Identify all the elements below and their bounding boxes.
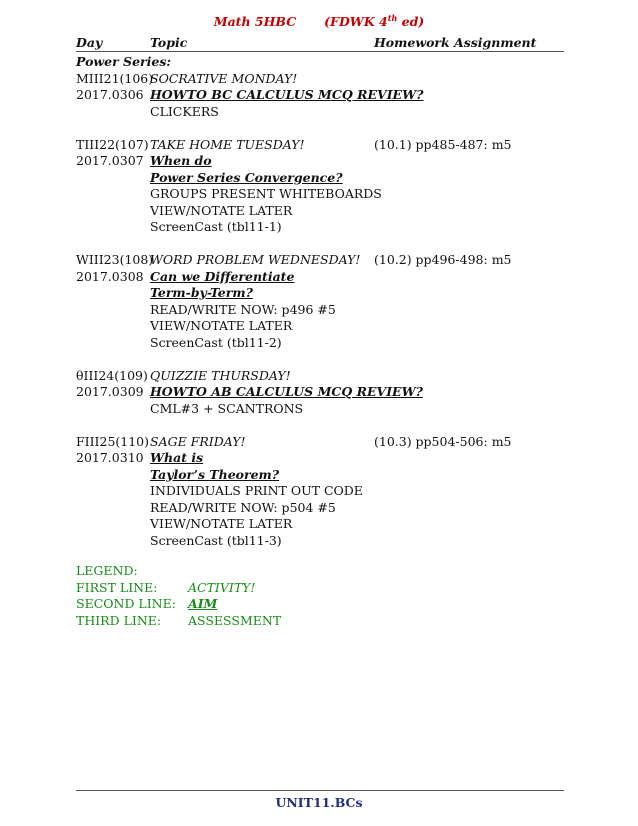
legend-title: LEGEND: <box>76 563 138 578</box>
day-date: 2017.0310 <box>76 450 144 465</box>
schedule-row <box>76 533 564 550</box>
assessment-line: CML#3 + SCANTRONS <box>150 400 304 416</box>
schedule-row <box>76 269 564 286</box>
assessment-line: CLICKERS <box>150 103 219 119</box>
schedule-row <box>76 401 564 418</box>
section-title: Power Series: <box>76 54 171 69</box>
schedule-row <box>76 450 564 467</box>
day-code: MIII21(106) <box>76 70 154 86</box>
schedule-row <box>76 483 564 500</box>
day-code: WIII23(108) <box>76 252 154 267</box>
spacer <box>76 236 564 253</box>
assessment-line: READ/WRITE NOW: p504 #5 <box>150 499 336 515</box>
schedule-row <box>76 252 564 269</box>
schedule-row <box>76 302 564 319</box>
legend-value: ASSESSMENT <box>188 612 282 628</box>
column-header-homework: Homework Assignment <box>374 35 537 50</box>
footer-divider <box>76 790 564 791</box>
assessment-line: VIEW/NOTATE LATER <box>150 516 293 531</box>
legend-key: SECOND LINE: <box>76 596 176 611</box>
spacer <box>76 351 564 368</box>
edition-prefix: (FDWK 4 <box>324 14 388 30</box>
assessment-line: ScreenCast (tbl11-3) <box>150 532 282 548</box>
column-header-topic: Topic <box>150 35 188 50</box>
assessment-line: VIEW/NOTATE LATER <box>150 202 293 218</box>
aim-line: HOWTO BC CALCULUS MCQ REVIEW? <box>150 87 424 102</box>
legend-key: THIRD LINE: <box>76 612 162 628</box>
activity-line: SAGE FRIDAY! <box>150 433 246 449</box>
header-divider <box>76 51 564 52</box>
aim-line: Can we Differentiate <box>150 268 295 284</box>
schedule-row <box>76 219 564 236</box>
aim-line: Term-by-Term? <box>150 285 253 300</box>
spacer <box>76 120 564 137</box>
aim-line: When do <box>150 153 212 168</box>
schedule-row <box>76 318 564 335</box>
schedule-row <box>76 384 564 401</box>
schedule-row <box>76 71 564 88</box>
activity-line: QUIZZIE THURSDAY! <box>150 367 291 383</box>
footer-label: UNIT11.BCs <box>275 795 363 810</box>
course-name: Math 5HBC <box>213 14 297 30</box>
day-code: TIII22(107) <box>76 136 149 152</box>
schedule-row <box>76 285 564 302</box>
edition-suffix: ed) <box>397 14 425 30</box>
homework-assignment: (10.2) pp496-498: m5 <box>374 252 512 267</box>
legend-value: AIM <box>188 596 218 611</box>
day-code: θIII24(109) <box>76 367 148 383</box>
assessment-line: READ/WRITE NOW: p496 #5 <box>150 301 336 317</box>
schedule-row <box>76 467 564 484</box>
activity-line: SOCRATIVE MONDAY! <box>150 70 298 86</box>
day-date: 2017.0307 <box>76 153 144 168</box>
schedule-row <box>76 500 564 517</box>
edition-superscript: th <box>387 13 398 23</box>
legend-value: ACTIVITY! <box>188 579 256 595</box>
day-code: FIII25(110) <box>76 433 150 449</box>
assessment-line: GROUPS PRESENT WHITEBOARDS <box>150 186 382 201</box>
schedule-row <box>76 104 564 121</box>
schedule-row <box>76 87 564 104</box>
assessment-line: VIEW/NOTATE LATER <box>150 318 293 333</box>
legend-key: FIRST LINE: <box>76 579 158 595</box>
schedule-row <box>76 153 564 170</box>
homework-assignment: (10.1) pp485-487: m5 <box>374 136 512 152</box>
page-title <box>0 13 638 29</box>
assessment-line: ScreenCast (tbl11-1) <box>150 219 282 234</box>
schedule-row <box>76 434 564 451</box>
schedule-row <box>76 137 564 154</box>
schedule-row <box>76 186 564 203</box>
day-date: 2017.0309 <box>76 384 144 399</box>
section-title-row <box>76 54 564 71</box>
assessment-line: ScreenCast (tbl11-2) <box>150 334 282 350</box>
day-date: 2017.0306 <box>76 87 144 102</box>
schedule-row <box>76 170 564 187</box>
assessment-line: INDIVIDUALS PRINT OUT CODE <box>150 483 363 498</box>
schedule-row <box>76 203 564 220</box>
activity-line: TAKE HOME TUESDAY! <box>150 136 305 152</box>
aim-line: What is <box>150 450 204 465</box>
column-header-day: Day <box>76 35 103 50</box>
schedule-row <box>76 335 564 352</box>
schedule-table <box>76 54 564 549</box>
schedule-row <box>76 516 564 533</box>
homework-assignment: (10.3) pp504-506: m5 <box>374 433 512 449</box>
aim-line: Power Series Convergence? <box>150 169 343 185</box>
spacer <box>76 417 564 434</box>
aim-line: HOWTO AB CALCULUS MCQ REVIEW? <box>150 384 423 399</box>
day-date: 2017.0308 <box>76 268 144 284</box>
aim-line: Taylor’s Theorem? <box>150 466 280 482</box>
schedule-row <box>76 368 564 385</box>
activity-line: WORD PROBLEM WEDNESDAY! <box>150 252 361 267</box>
